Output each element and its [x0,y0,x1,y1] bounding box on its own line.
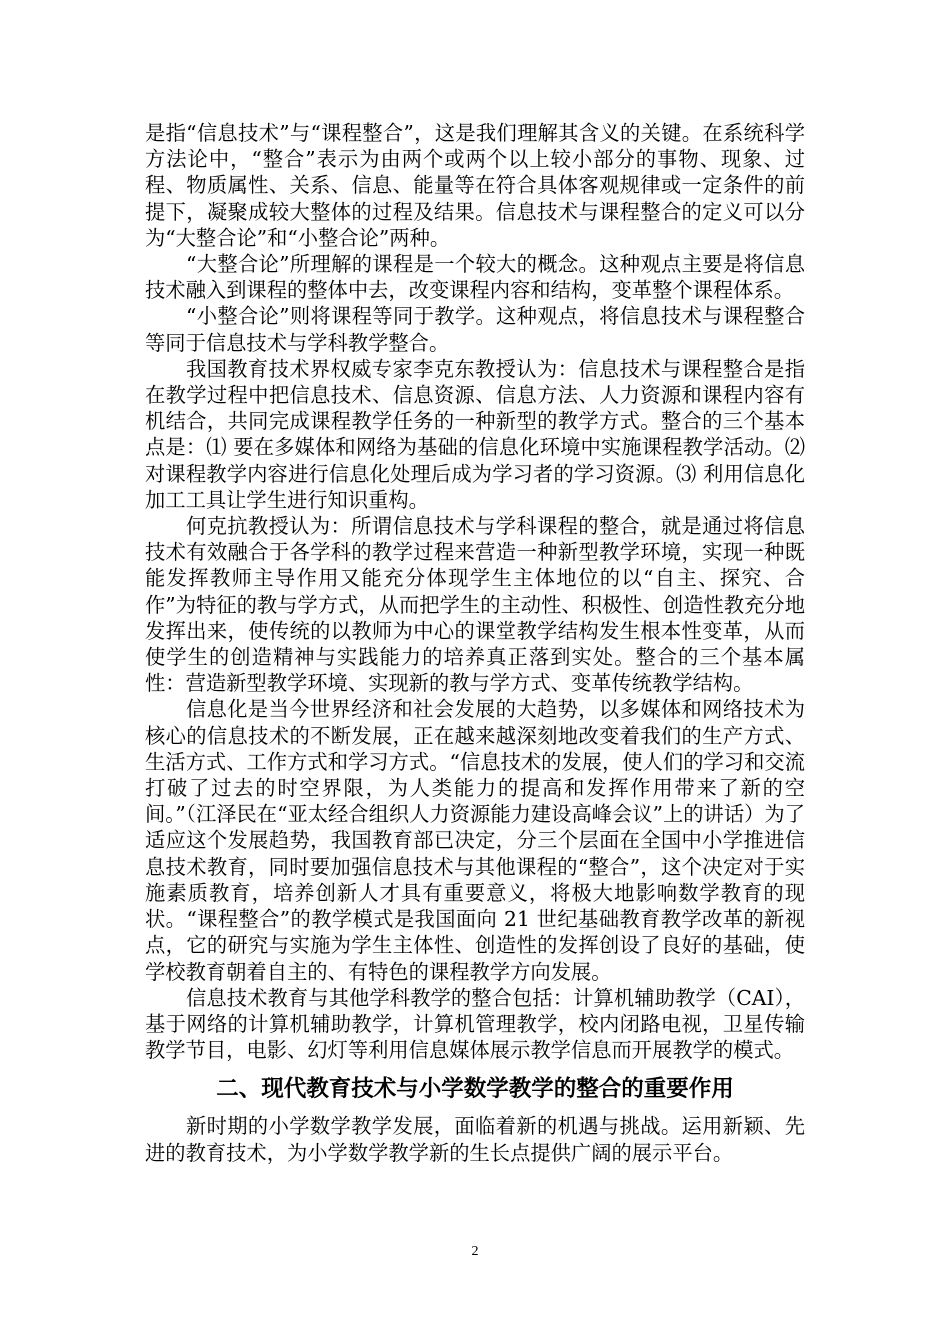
paragraph-he-kekang: 何克抗教授认为：所谓信息技术与学科课程的整合，就是通过将信息技术有效融合于各学科的教学过程来营造一种新型教学环境，实现一种既能发挥教师主导作用又能充分体现学生主体地位的以“自主、探究、合作”为特征的教与学方式，从而把学生的主动性、积极性、创造性教充分地发挥出来，使传统的以教师为中心的课堂教学结构发生根本性变革，从而使学生的创造精神与实践能力的培养真正落到实处。整合的三个基本属性：营造新型教学环境、实现新的教与学方式、变革传统教学结构。 [145,514,805,696]
body-text [145,120,805,1166]
paragraph-continued: 是指“信息技术”与“课程整合”，这是我们理解其含义的关键。在系统科学方法论中，“整合”表示为由两个或两个以上较小部分的事物、现象、过程、物质属性、关系、信息、能量等在符合具体客观规律或一定条件的前提下，凝聚成较大整体的过程及结果。信息技术与课程整合的定义可以分为“大整合论”和“小整合论”两种。 [145,121,805,250]
paragraph-big-integration: “大整合论”所理解的课程是一个较大的概念。这种观点主要是将信息技术融入到课程的整体中去，改变课程内容和结构，变革整个课程体系。 [145,252,805,303]
paragraph-li-kedong: 我国教育技术界权威专家李克东教授认为：信息技术与课程整合是指在教学过程中把信息技术、信息资源、信息方法、人力资源和课程内容有机结合，共同完成课程教学任务的一种新型的教学方式。整合的三个基本点是：⑴ 要在多媒体和网络为基础的信息化环境中实施课程教学活动。⑵ 对课程教学内容进行信息化处理后成为学习者的学习资源。⑶ 利用信息化加工工具让学生进行知识重构。 [145,356,805,512]
section-heading: 二、现代教育技术与小学数学教学的整合的重要作用 [216,1076,734,1103]
page-number: 2 [471,1244,479,1259]
paragraph-small-integration: “小整合论”则将课程等同于教学。这种观点，将信息技术与课程整合等同于信息技术与学科教学整合。 [145,304,805,355]
paragraph-integration-types: 信息技术教育与其他学科教学的整合包括：计算机辅助教学（CAI），基于网络的计算机辅助教学，计算机管理教学，校内闭路电视，卫星传输教学节目，电影、幻灯等利用信息媒体展示教学信息而开展教学的模式。 [145,985,805,1063]
paragraph-new-era: 新时期的小学数学教学发展，面临着新的机遇与挑战。运用新颖、先进的教育技术，为小学数学教学新的生长点提供广阔的展示平台。 [145,1114,805,1165]
paragraph-informatization: 信息化是当今世界经济和社会发展的大趋势，以多媒体和网络技术为核心的信息技术的不断发展，正在越来越深刻地改变着我们的生产方式、生活方式、工作方式和学习方式。“信息技术的发展，使人们的学习和交流打破了过去的时空界限，为人类能力的提高和发挥作用带来了新的空间。”（江泽民在“亚太经合组织人力资源能力建设高峰会议”上的讲话）为了适应这个发展趋势，我国教育部已决定，分三个层面在全国中小学推进信息技术教育，同时要加强信息技术与其他课程的“整合”，这个决定对于实施素质教育，培养创新人才具有重要意义，将极大地影响数学教育的现状。“课程整合”的教学模式是我国面向 21 世纪基础教育教学改革的新视点，它的研究与实施为学生主体性、创造性的发挥创设了良好的基础，使学校教育朝着自主的、有特色的课程教学方向发展。 [145,697,805,984]
